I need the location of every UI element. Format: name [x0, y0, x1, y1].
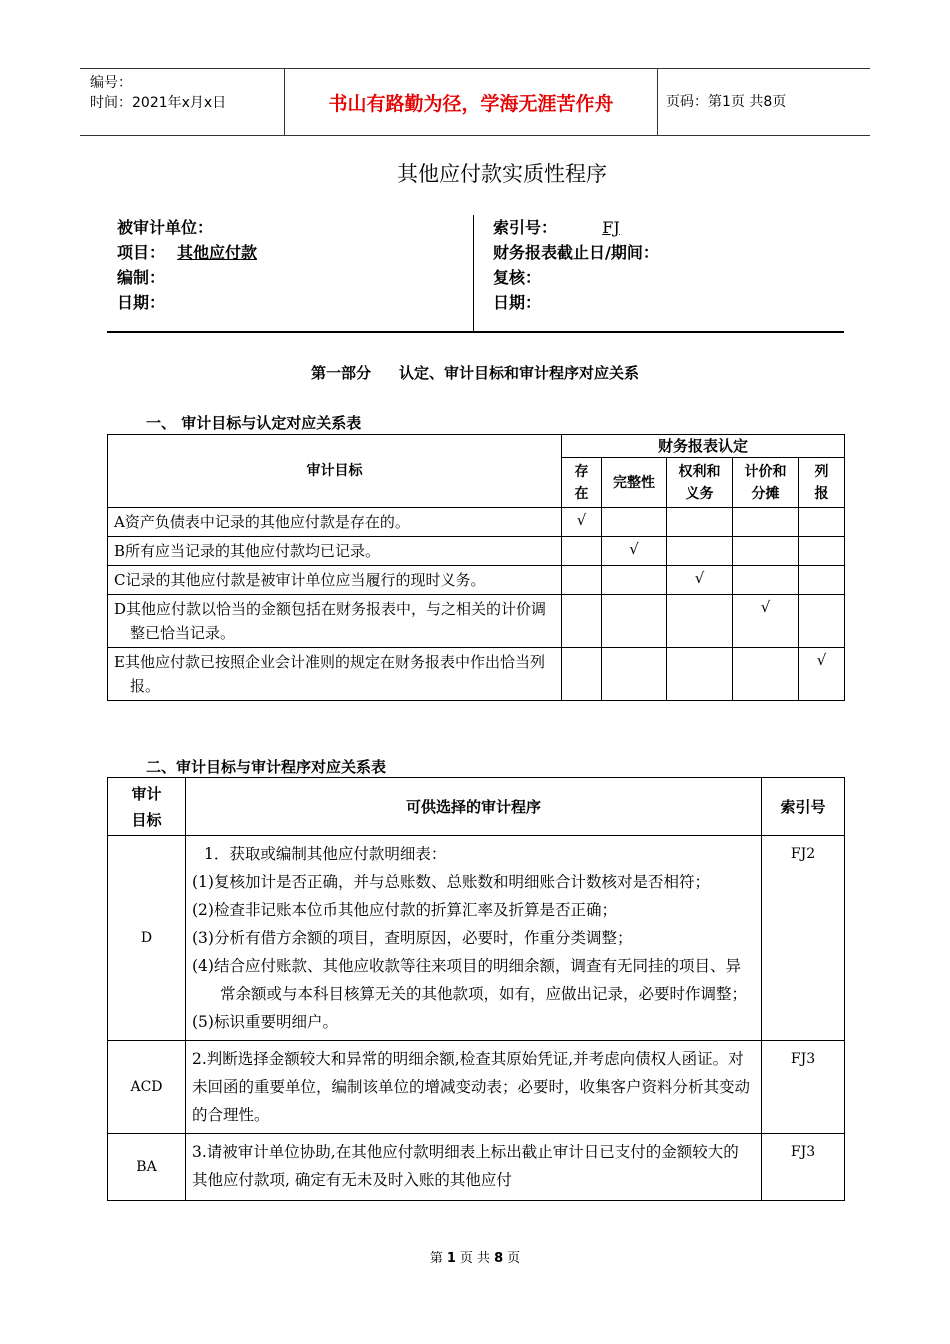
- procedure-text: [186, 1134, 762, 1201]
- procedure-text-wrap: [192, 840, 753, 1036]
- col-goal-label: 审计目标: [131, 784, 162, 829]
- header-date-label: 时间：2021年x月x日: [90, 95, 227, 111]
- assertion-row: [108, 566, 845, 595]
- assertion-goal-line: A资产负债表中记录的其他应付款是存在的。: [114, 513, 410, 531]
- period-label: 财务报表截止日/期间：: [493, 243, 659, 262]
- header-number-label: 编号：: [90, 75, 132, 91]
- procedure-row: [108, 836, 845, 1041]
- assertion-header-0: 存在: [562, 458, 602, 508]
- col-goal-header: [108, 778, 186, 836]
- assertion-goal-text: [108, 595, 562, 648]
- assertion-header-2: 权利和义务: [667, 458, 733, 508]
- procedure-goal-code: D: [108, 836, 186, 1041]
- assertion-group-header: 财务报表认定: [562, 435, 845, 458]
- procedure-goal-code: ACD: [108, 1041, 186, 1134]
- procedure-row: [108, 1041, 845, 1134]
- assertion-mark-cell: [667, 648, 733, 701]
- assertion-mark-cell: [667, 537, 733, 566]
- section2-title: 二、审计目标与审计程序对应关系表: [146, 758, 387, 776]
- procedure-line: (2)检查非记账本位币其他应付款的折算汇率及折算是否正确；: [192, 901, 617, 919]
- assertion-goal-text: [108, 566, 562, 595]
- reviewer-label: 复核：: [493, 268, 542, 287]
- assertion-row: [108, 595, 845, 648]
- assertion-mark-cell: [602, 595, 667, 648]
- assertion-goal-line: C记录的其他应付款是被审计单位应当履行的现时义务。: [114, 571, 486, 589]
- header-page-label: 页码：第1页 共8页: [666, 94, 787, 110]
- assertion-table-body: [108, 508, 845, 701]
- section1-title: 一、 审计目标与认定对应关系表: [146, 414, 362, 432]
- procedure-text: [186, 1041, 762, 1134]
- project-label: 项目：: [117, 243, 166, 262]
- page-header: [80, 68, 870, 136]
- procedure-text: [186, 836, 762, 1041]
- assertion-row: [108, 508, 845, 537]
- goal-header: 审计目标: [108, 435, 562, 508]
- footer-mid: 页 共: [459, 1251, 491, 1266]
- check-mark: √: [576, 511, 587, 529]
- assertion-mark-cell: [667, 595, 733, 648]
- procedure-index-ref: FJ3: [762, 1041, 845, 1134]
- assertion-mark-cell: [733, 508, 799, 537]
- date-label: 日期：: [117, 293, 166, 312]
- assertion-mark-cell: [562, 537, 602, 566]
- procedure-line: (1)复核加计是否正确，并与总账数、总账数和明细账合计数核对是否相符；: [192, 873, 710, 891]
- assertion-table: [107, 434, 845, 701]
- assertion-mark-cell: [667, 566, 733, 595]
- assertion-mark-cell: [562, 595, 602, 648]
- page-footer: [0, 1247, 950, 1266]
- assertion-mark-cell: [799, 508, 845, 537]
- assertion-mark-cell: [562, 566, 602, 595]
- header-meta: [90, 73, 226, 113]
- assertion-mark-cell: [602, 537, 667, 566]
- preparer-label: 编制：: [117, 268, 166, 287]
- assertion-mark-cell: [602, 566, 667, 595]
- assertion-goal-line: B所有应当记录的其他应付款均已记录。: [114, 542, 381, 560]
- assertion-goal-line: D其他应付款以恰当的金额包括在财务报表中，与之相关的计价调整已恰当记录。: [114, 600, 547, 642]
- project-row: [117, 240, 257, 265]
- procedure-line: 3.请被审计单位协助,在其他应付款明细表上标出截止审计日已支付的金额较大的其他应付款项, 确定有无未及时入账的其他应付: [192, 1143, 739, 1189]
- check-mark: √: [816, 651, 827, 669]
- assertion-mark-cell: [799, 648, 845, 701]
- procedure-goal-code: BA: [108, 1134, 186, 1201]
- procedure-index-ref: FJ2: [762, 836, 845, 1041]
- assertion-mark-cell: [562, 648, 602, 701]
- assertion-header-3: 计价和分摊: [733, 458, 799, 508]
- assertion-row: [108, 537, 845, 566]
- col-ref-header: 索引号: [762, 778, 845, 836]
- info-divider: [473, 215, 474, 331]
- assertion-mark-cell: [799, 537, 845, 566]
- procedure-line: 2.判断选择金额较大和异常的明细余额,检查其原始凭证,并考虑向债权人函证。对未回函的重要单位，编制该单位的增减变动表；必要时，收集客户资料分析其变动的合理性。: [192, 1050, 751, 1124]
- procedure-line: 1．获取或编制其他应付款明细表：: [204, 845, 447, 863]
- check-mark: √: [694, 569, 705, 587]
- procedure-line: (5)标识重要明细户。: [192, 1013, 338, 1031]
- part1-label: 第一部分: [310, 364, 371, 382]
- col-proc-header: 可供选择的审计程序: [186, 778, 762, 836]
- assertion-mark-cell: [733, 648, 799, 701]
- assertion-header-1: 完整性: [602, 458, 667, 508]
- assertion-mark-cell: [799, 595, 845, 648]
- assertion-goal-text: [108, 537, 562, 566]
- info-right: [493, 215, 659, 315]
- procedure-text-wrap: [192, 1045, 753, 1129]
- assertion-mark-cell: [602, 508, 667, 537]
- header-motto: 书山有路勤为径，学海无涯苦作舟: [284, 69, 658, 135]
- assertion-mark-cell: [562, 508, 602, 537]
- footer-pre: 第: [429, 1251, 443, 1266]
- document-title: 其他应付款实质性程序: [397, 162, 607, 186]
- procedure-table-body: [108, 836, 845, 1201]
- check-mark: √: [629, 540, 639, 558]
- project-value: 其他应付款: [177, 243, 258, 262]
- procedure-line: (4)结合应付账款、其他应收款等往来项目的明细余额，调查有无同挂的项目、异常余额或与本科目核算无关的其他款项，如有，应做出记录，必要时作调整；: [192, 957, 748, 1003]
- part1-title: [0, 362, 950, 383]
- assertion-header-4: 列报: [799, 458, 845, 508]
- procedure-line: (3)分析有借方余额的项目，查明原因，必要时，作重分类调整；: [192, 929, 633, 947]
- auditee-label: 被审计单位：: [117, 218, 214, 237]
- procedure-text-wrap: [192, 1138, 753, 1196]
- assertion-mark-cell: [667, 508, 733, 537]
- index-row: [493, 215, 659, 240]
- assertion-mark-cell: [733, 566, 799, 595]
- footer-post: 页: [507, 1251, 521, 1266]
- date2-label: 日期：: [493, 293, 542, 312]
- assertion-goal-line: E其他应付款已按照企业会计准则的规定在财务报表中作出恰当列报。: [114, 653, 545, 695]
- index-value: FJ: [602, 218, 620, 237]
- assertion-goal-text: [108, 508, 562, 537]
- footer-page: 1: [446, 1251, 456, 1266]
- info-block: [107, 215, 844, 333]
- procedure-index-ref: FJ3: [762, 1134, 845, 1201]
- assertion-mark-cell: [733, 537, 799, 566]
- procedure-table: [107, 777, 845, 1201]
- assertion-mark-cell: [799, 566, 845, 595]
- info-left: [117, 215, 257, 315]
- assertion-goal-text: [108, 648, 562, 701]
- part1-heading: 认定、审计目标和审计程序对应关系: [399, 364, 640, 382]
- assertion-row: [108, 648, 845, 701]
- assertion-mark-cell: [733, 595, 799, 648]
- check-mark: √: [760, 598, 771, 616]
- footer-total: 8: [494, 1251, 504, 1266]
- procedure-row: [108, 1134, 845, 1201]
- assertion-mark-cell: [602, 648, 667, 701]
- index-label: 索引号：: [493, 218, 558, 237]
